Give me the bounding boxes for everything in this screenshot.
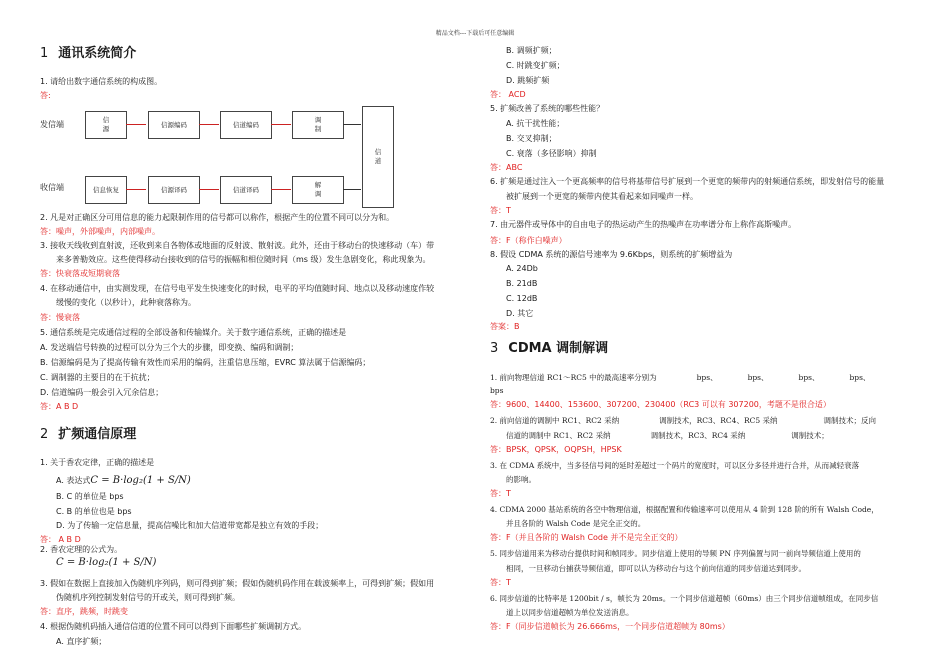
s3-answer-4: 答：F（并且各阶的 Walsh Code 并不是完全正交的） bbox=[490, 533, 683, 542]
s2-question-8-option-b: B. 21dB bbox=[506, 279, 538, 288]
block-source-encoding: 信源编码 bbox=[148, 111, 200, 139]
s3-question-4-line1: 4. CDMA 2000 基站系统的各空中物理信道，根据配置和传输速率可以使用从 4 阶到 128 阶的所有 Walsh Code， bbox=[490, 505, 879, 514]
s2-question-4-option-c: C. 时跳变扩频； bbox=[506, 61, 565, 70]
question-1: 1. 请给出数字通信系统的构成图。 bbox=[40, 77, 163, 86]
section-2-title: 2 扩频通信原理 bbox=[40, 427, 137, 442]
communication-system-diagram bbox=[40, 100, 470, 210]
section-3-title: 3 CDMA 调制解调 bbox=[490, 341, 609, 356]
s3-question-1-tail: bps bbox=[490, 386, 504, 395]
arrow bbox=[126, 124, 146, 125]
arrow bbox=[199, 124, 219, 125]
block-source-decoding: 信源译码 bbox=[148, 176, 200, 204]
s2-answer-5: 答：ABC bbox=[490, 163, 523, 172]
s2-question-8-option-a: A. 24Db bbox=[506, 264, 538, 273]
arrow bbox=[271, 189, 291, 190]
s2-question-5-option-a: A. 抗干扰性能； bbox=[506, 119, 565, 128]
question-5-option-b: B. 信源编码是为了提高传输有效性而采用的编码，注重信息压缩，EVRC 算法属于信源编码； bbox=[40, 358, 371, 367]
question-5-option-d: D. 信道编码一般会引入冗余信息； bbox=[40, 388, 164, 397]
s2-question-1-option-d: D. 为了传输一定信息量，提高信噪比和加大信道带宽都是独立有效的手段； bbox=[56, 521, 324, 530]
answer-1: 答: bbox=[40, 91, 51, 100]
s2-question-3-line1: 3. 假如在数据上直接加入伪随机序列码，则可得到扩频；假如伪随机码作用在载波频率上，可得到扩频；假如用 bbox=[40, 579, 435, 588]
s2-question-1-option-a: A. 表达式C = B·log₂(1 + S/N) bbox=[56, 475, 191, 486]
s2-question-4-option-b: B. 调频扩频； bbox=[506, 46, 557, 55]
question-4-line2: 缓慢的变化（以秒计），此种衰落称为。 bbox=[56, 298, 196, 307]
block-channel-decoding: 信道译码 bbox=[220, 176, 272, 204]
s2-answer-8: 答案：B bbox=[490, 322, 520, 331]
s2-question-4-option-a: A. 直序扩频； bbox=[56, 637, 107, 646]
s3-answer-3: 答：T bbox=[490, 489, 511, 498]
s2-question-1: 1. 关于香农定律，正确的描述是 bbox=[40, 458, 155, 467]
s3-question-6-line2: 道上以同步信道超帧为单位发送消息。 bbox=[506, 608, 634, 617]
arrow bbox=[343, 189, 361, 190]
page-header: 精品文档---下载后可任意编辑 bbox=[435, 30, 515, 37]
s3-answer-5: 答：T bbox=[490, 578, 511, 587]
s3-question-4-line2: 并且各阶的 Walsh Code 是完全正交的。 bbox=[506, 519, 646, 528]
answer-2: 答：噪声，外部噪声，内部噪声。 bbox=[40, 227, 160, 236]
answer-3: 答：快衰落或短期衰落 bbox=[40, 269, 120, 278]
s3-question-3-line1: 3. 在 CDMA 系统中，当多径信号间的延时差超过一个码片的宽度时，可以区分多径并进行合并，从而减轻衰落 bbox=[490, 461, 860, 470]
s2-answer-1: 答： A B D bbox=[40, 535, 81, 544]
s2-answer-3: 答：直序，跳频，时跳变 bbox=[40, 607, 128, 616]
question-3-line2: 来多普勒效应。这些使得移动台接收到的信号的振幅和相位随时间（ms 级）发生急剧变化，称此现象为。 bbox=[56, 255, 431, 264]
s3-answer-1: 答：9600、14400、153600、307200、230400（RC3 可以有 307200，考题不是很合适） bbox=[490, 400, 831, 409]
s2-question-1-option-b: B. C 的单位是 bps bbox=[56, 492, 124, 501]
question-5-option-c: C. 调制器的主要目的在于抗扰； bbox=[40, 373, 155, 382]
s2-question-3-line2: 伪随机序列控制发射信号的开或关，则可得到扩频。 bbox=[56, 593, 240, 602]
s3-question-6-line1: 6. 同步信道的比特率是 1200bit / s，帧长为 20ms。一个同步信道超帧（60ms）由三个同步信道帧组成，在同步信 bbox=[490, 594, 879, 603]
arrow bbox=[343, 124, 361, 125]
s3-answer-2: 答：BPSK，QPSK，OQPSH，HPSK bbox=[490, 445, 622, 454]
block-demodulation: 解 调 bbox=[292, 176, 344, 204]
arrow bbox=[199, 189, 219, 190]
s2-question-6-line1: 6. 扩频是通过注入一个更高频率的信号将基带信号扩展到一个更宽的频带内的射频通信系统，即发射信号的能量 bbox=[490, 177, 885, 186]
s2-answer-6: 答：T bbox=[490, 206, 511, 215]
s3-question-1: 1. 前向物理信道 RC1～RC5 中的最高速率分别为 bps、 bps、 bps、 bps、 bbox=[490, 373, 871, 382]
s3-question-2-line2: 信道的调制中 RC1、RC2 采纳 调制技术，RC3、RC4 采纳 调制技术； bbox=[506, 431, 829, 440]
question-5-option-a: A. 发送端信号转换的过程可以分为三个大的步骤，即变换、编码和调制； bbox=[40, 343, 299, 352]
block-source: 信 源 bbox=[85, 111, 127, 139]
arrow bbox=[271, 124, 291, 125]
s3-question-2-line1: 2. 前向信道的调制中 RC1、RC2 采纳 调制技术，RC3、RC4、RC5 采纳 调制技术；反向 bbox=[490, 416, 876, 425]
s3-question-5-line2: 相同，一旦移动台捕获导频信道，即可以认为移动台与这个前向信道的同步信道达到同步。 bbox=[506, 564, 806, 573]
s3-answer-6: 答：F（同步信道帧长为 26.666ms，一个同步信道超帧为 80ms） bbox=[490, 622, 730, 631]
arrow bbox=[126, 189, 146, 190]
block-modulation: 调 制 bbox=[292, 111, 344, 139]
s3-question-3-line2: 的影响。 bbox=[506, 475, 536, 484]
block-channel: 信 道 bbox=[362, 106, 394, 208]
answer-4: 答：慢衰落 bbox=[40, 313, 80, 322]
s2-answer-4: 答： ACD bbox=[490, 90, 526, 99]
s2-question-8: 8. 假设 CDMA 系统的源信号速率为 9.6Kbps，则系统的扩频增益为 bbox=[490, 250, 733, 259]
question-4-line1: 4. 在移动通信中，由实测发现，在信号电平发生快速变化的时候，电平的平均值随时间、地点以及移动速度作较 bbox=[40, 284, 435, 293]
s2-question-8-option-d: D. 其它 bbox=[506, 309, 534, 318]
receive-end-label: 收信端 bbox=[40, 183, 64, 192]
s2-question-5-option-b: B. 交叉抑制； bbox=[506, 134, 557, 143]
question-3-line1: 3. 接收天线收到直射波，还收到来自各物体或地面的反射波、散射波。此外，还由于移动台的快速移动（车）带 bbox=[40, 241, 435, 250]
s2-question-4-option-d: D. 跳频扩频 bbox=[506, 76, 550, 85]
s2-question-5: 5. 扩频改善了系统的哪些性能？ bbox=[490, 104, 605, 113]
s2-question-5-option-c: C. 衰落（多径影响）抑制 bbox=[506, 149, 597, 158]
s2-question-7: 7. 由元器件或导体中的自由电子的热运动产生的热噪声在功率谱分布上称作高斯噪声。 bbox=[490, 220, 797, 229]
shannon-formula: C = B·log₂(1 + S/N) bbox=[90, 475, 191, 486]
s3-question-5-line1: 5. 同步信道用来为移动台提供时间和帧同步。同步信道上使用的导频 PN 序列偏置与同一前向导频信道上使用的 bbox=[490, 549, 861, 558]
s2-question-1-option-c: C. B 的单位也是 bps bbox=[56, 507, 132, 516]
block-info-recovery: 信息恢复 bbox=[85, 176, 127, 204]
question-5: 5. 通信系统是完成通信过程的全部设备和传输媒介。关于数字通信系统，正确的描述是 bbox=[40, 328, 347, 337]
answer-5: 答：A B D bbox=[40, 402, 79, 411]
s2-question-4: 4. 根据伪随机码插入通信信道的位置不同可以得到下面哪些扩频调制方式。 bbox=[40, 622, 307, 631]
s2-question-8-option-c: C. 12dB bbox=[506, 294, 538, 303]
question-2: 2. 凡是对正确区分可用信息的能力起限制作用的信号都可以称作，根据产生的位置不同可以分为和。 bbox=[40, 213, 395, 222]
section-1-title: 1 通讯系统简介 bbox=[40, 46, 137, 61]
block-channel-encoding: 信道编码 bbox=[220, 111, 272, 139]
s2-question-2: 2. 香农定理的公式为。 bbox=[40, 545, 123, 554]
shannon-formula-2: C = B·log₂(1 + S/N) bbox=[56, 557, 157, 568]
s2-answer-7: 答：F（称作白噪声） bbox=[490, 236, 567, 245]
s2-question-6-line2: 被扩展到一个更宽的频带内使其看起来如同噪声一样。 bbox=[506, 192, 698, 201]
send-end-label: 发信端 bbox=[40, 120, 64, 129]
